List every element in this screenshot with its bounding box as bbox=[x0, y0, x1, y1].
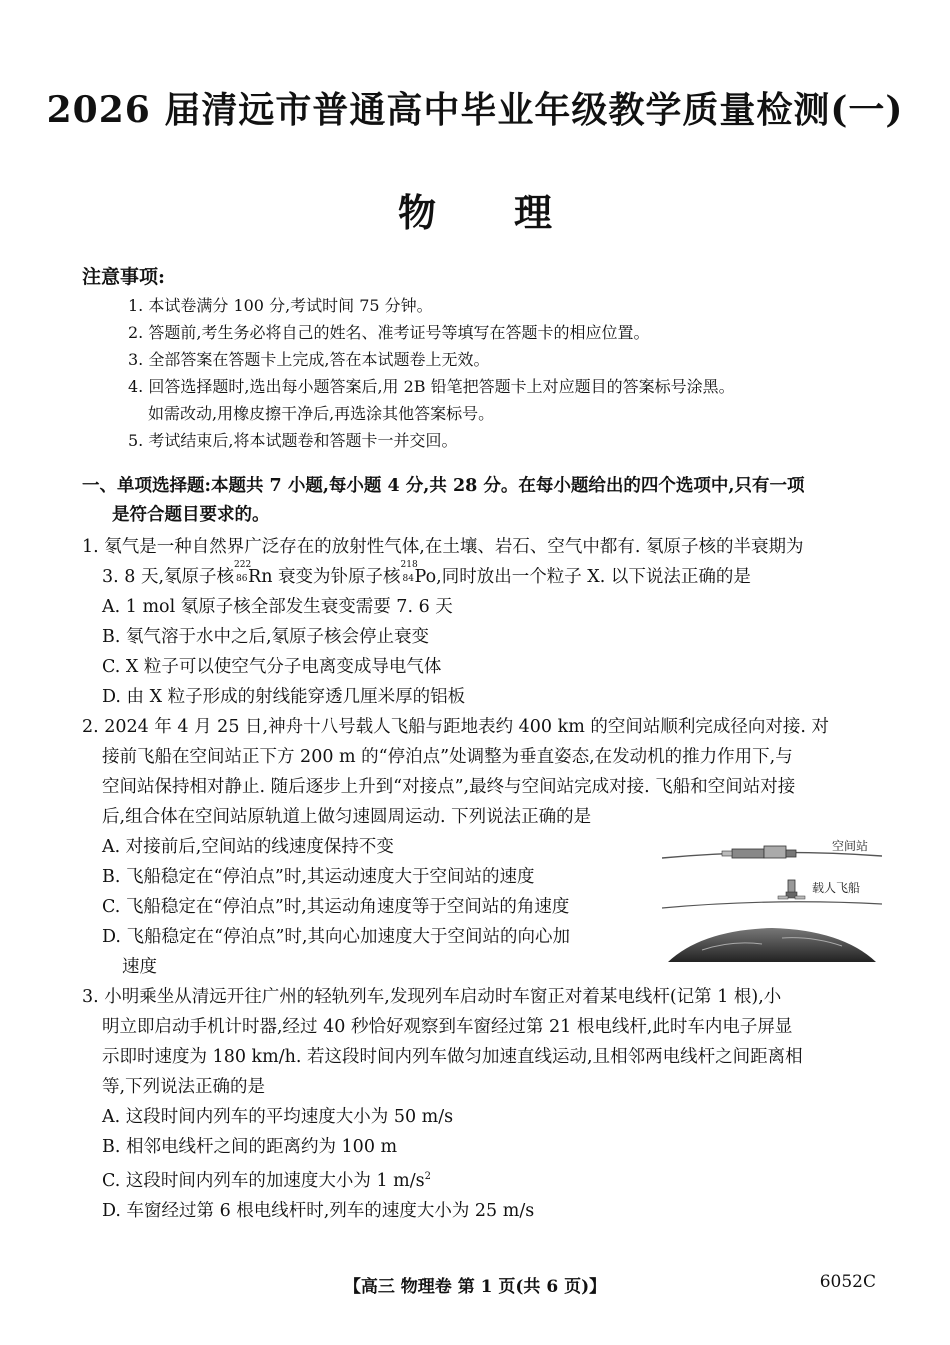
station-label: 空间站 bbox=[832, 839, 869, 853]
notice-list bbox=[128, 292, 888, 454]
notice-item-continuation: 如需改动,用橡皮擦干净后,再选涂其他答案标号。 bbox=[148, 404, 495, 423]
option-a: A. 1 mol 氡原子核全部发生衰变需要 7. 6 天 bbox=[102, 597, 453, 617]
notice-item: 4. 回答选择题时,选出每小题答案后,用 2B 铅笔把答题卡上对应题目的答案标号涂黑。 bbox=[128, 377, 735, 396]
question-stem-line: 明立即启动手机计时器,经过 40 秒恰好观察到车窗经过第 21 根电线杆,此时车内电子屏显 bbox=[102, 1017, 793, 1037]
atomic-number: 84 bbox=[402, 574, 414, 584]
page-footer: 【高三 物理卷 第 1 页(共 6 页)】 bbox=[343, 1277, 607, 1297]
exam-title: 2026 届清远市普通高中毕业年级教学质量检测(一) bbox=[46, 89, 904, 131]
notice-item: 1. 本试卷满分 100 分,考试时间 75 分钟。 bbox=[128, 296, 433, 315]
section-heading bbox=[82, 472, 882, 530]
question-stem-line: 2. 2024 年 4 月 25 日,神舟十八号载人飞船与距地表约 400 km 的空间站顺利完成径向对接. 对 bbox=[82, 717, 829, 737]
atomic-number: 86 bbox=[236, 574, 248, 584]
spaceship-icon bbox=[778, 880, 805, 899]
earth-surface bbox=[668, 928, 876, 962]
option-b: B. 氡气溶于水中之后,氡原子核会停止衰变 bbox=[102, 627, 430, 647]
option-b: B. 相邻电线杆之间的距离约为 100 m bbox=[102, 1137, 398, 1157]
stem-text: 衰变为钋原子核 bbox=[272, 567, 401, 587]
notice-item: 2. 答题前,考生务必将自己的姓名、准考证号等填写在答题卡的相应位置。 bbox=[128, 323, 650, 342]
question-stem-line: 后,组合体在空间站原轨道上做匀速圆周运动. 下列说法正确的是 bbox=[102, 807, 592, 827]
option-c bbox=[82, 1162, 882, 1196]
notice-item: 5. 考试结束后,将本试题卷和答题卡一并交回。 bbox=[128, 431, 458, 450]
radon-nuclide-notation bbox=[234, 560, 252, 584]
option-c: C. 飞船稳定在“停泊点”时,其运动角速度等于空间站的角速度 bbox=[102, 897, 570, 917]
docking-diagram bbox=[662, 832, 882, 962]
question-1 bbox=[82, 532, 882, 712]
question-stem-line: 空间站保持相对静止. 随后逐步上升到“对接点”,最终与空间站完成对接. 飞船和空间站对接 bbox=[102, 777, 796, 797]
option-d: D. 飞船稳定在“停泊点”时,其向心加速度大于空间站的向心加 bbox=[102, 927, 570, 947]
question-stem-line: 接前飞船在空间站正下方 200 m 的“停泊点”处调整为垂直姿态,在发动机的推力作用下,与 bbox=[102, 747, 793, 767]
option-a: A. 这段时间内列车的平均速度大小为 50 m/s bbox=[102, 1107, 454, 1127]
question-stem-line bbox=[82, 562, 882, 592]
stem-text: 3. 8 天,氡原子核 bbox=[102, 567, 235, 587]
subject-title: 物理 bbox=[397, 190, 630, 235]
element-symbol: Rn bbox=[248, 567, 273, 587]
element-symbol: Po bbox=[414, 567, 437, 587]
mass-number: 222 bbox=[234, 560, 252, 570]
option-b: B. 飞船稳定在“停泊点”时,其运动速度大于空间站的速度 bbox=[102, 867, 535, 887]
mass-number: 218 bbox=[400, 560, 418, 570]
section-heading-line: 是符合题目要求的。 bbox=[112, 505, 270, 525]
option-d: D. 车窗经过第 6 根电线杆时,列车的速度大小为 25 m/s bbox=[102, 1201, 535, 1221]
option-c-text: C. 这段时间内列车的加速度大小为 1 m/s bbox=[102, 1171, 425, 1191]
space-station-icon bbox=[722, 846, 796, 858]
option-d: D. 由 X 粒子形成的射线能穿透几厘米厚的铝板 bbox=[102, 687, 466, 707]
ship-orbit-line bbox=[662, 902, 882, 908]
option-a: A. 对接前后,空间站的线速度保持不变 bbox=[102, 837, 394, 857]
notice-heading: 注意事项: bbox=[82, 266, 166, 288]
question-stem-line: 3. 小明乘坐从清远开往广州的轻轨列车,发现列车启动时车窗正对着某电线杆(记第 1 根),小 bbox=[82, 987, 782, 1007]
polonium-nuclide-notation bbox=[400, 560, 418, 584]
ship-label: 载人飞船 bbox=[812, 881, 861, 895]
question-stem-line: 示即时速度为 180 km/h. 若这段时间内列车做匀加速直线运动,且相邻两电线杆之间距离相 bbox=[102, 1047, 803, 1067]
notice-item: 3. 全部答案在答题卡上完成,答在本试题卷上无效。 bbox=[128, 350, 490, 369]
question-3 bbox=[82, 982, 882, 1226]
paper-code: 6052C bbox=[819, 1272, 876, 1292]
question-stem-line: 等,下列说法正确的是 bbox=[102, 1077, 266, 1097]
option-d-continuation: 速度 bbox=[122, 957, 157, 977]
stem-text: ,同时放出一个粒子 X. 以下说法正确的是 bbox=[436, 567, 751, 587]
option-c: C. X 粒子可以使空气分子电离变成导电气体 bbox=[102, 657, 442, 677]
section-heading-line: 一、单项选择题:本题共 7 小题,每小题 4 分,共 28 分。在每小题给出的四个选项中,只有一项 bbox=[82, 476, 805, 496]
superscript: 2 bbox=[424, 1171, 431, 1182]
question-stem-line: 1. 氡气是一种自然界广泛存在的放射性气体,在土壤、岩石、空气中都有. 氡原子核的半衰期为 bbox=[82, 537, 804, 557]
